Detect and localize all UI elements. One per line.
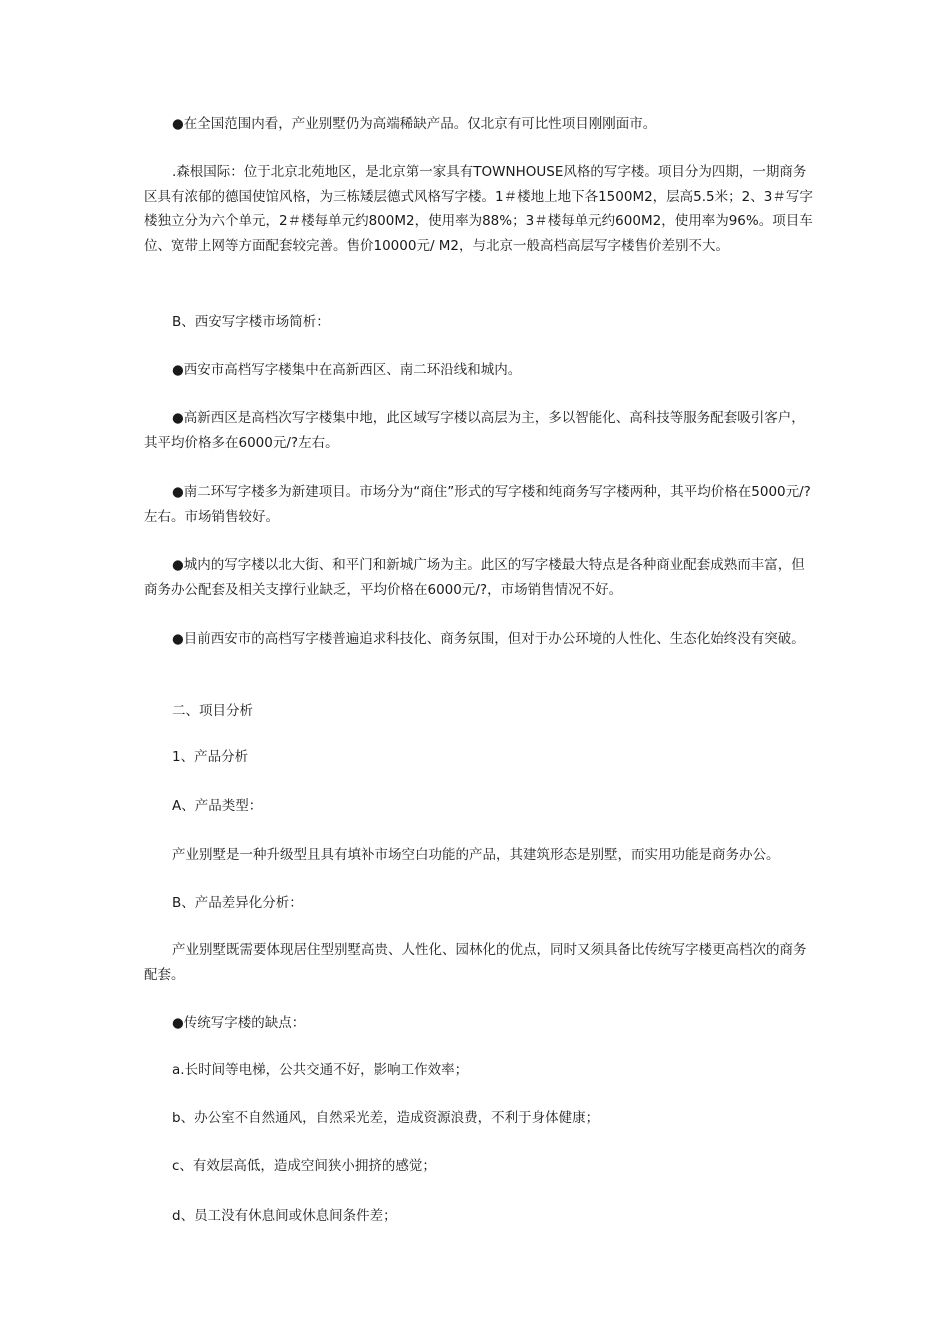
list-item-a: a.长时间等电梯，公共交通不好，影响工作效率； bbox=[172, 1062, 469, 1078]
paragraph-differentiation: 产业别墅既需要体现居住型别墅高贵、人性化、园林化的优点，同时又须具备比传统写字楼更高档次的商务配套。 bbox=[144, 942, 807, 983]
paragraph-xian-concentration: ●西安市高档写字楼集中在高新西区、南二环沿线和城内。 bbox=[172, 362, 522, 378]
section-heading-project-analysis: 二、项目分析 bbox=[172, 703, 253, 719]
section-heading-product-type: A、产品类型： bbox=[172, 798, 263, 814]
paragraph-product-type: 产业别墅是一种升级型且具有填补市场空白功能的产品，其建筑形态是别墅，而实用功能是商务办公。 bbox=[172, 847, 780, 863]
paragraph-current-trend: ●目前西安市的高档写字楼普遍追求科技化、商务氛围，但对于办公环境的人性化、生态化始终没有突破。 bbox=[172, 631, 805, 647]
paragraph-national-overview: ●在全国范围内看，产业别墅仍为高端稀缺产品。仅北京有可比性项目刚刚面市。 bbox=[172, 116, 657, 132]
list-item-d: d、员工没有休息间或休息间条件差； bbox=[172, 1208, 397, 1224]
paragraph-gaoxin-west: ●高新西区是高档次写字楼集中地，此区域写字楼以高层为主，多以智能化、高科技等服务配套吸引客户，其平均价格多在6000元/?左右。 bbox=[144, 410, 805, 451]
section-heading-product-analysis: 1、产品分析 bbox=[172, 749, 249, 765]
paragraph-sengen-international: .森根国际：位于北京北苑地区，是北京第一家具有TOWNHOUSE风格的写字楼。项目分为四期，一期商务区具有浓郁的德国使馆风格，为三栋矮层德式风格写字楼。1＃楼地上地下各1500M2，层高5.5米；2、3＃写字楼独立分为六个单元，2＃楼每单元约800M2，使用率为88%；3＃楼每单元约600M2，使用率为96%。项目车位、宽带上网等方面配套较完善。售价10000元/ M2，与北京一般高档高层写字楼售价差别不大。 bbox=[144, 164, 813, 254]
paragraph-south-second-ring: ●南二环写字楼多为新建项目。市场分为“商住”形式的写字楼和纯商务写字楼两种，其平均价格在5000元/?左右。市场销售较好。 bbox=[144, 484, 811, 525]
section-heading-xian-market: B、西安写字楼市场简析： bbox=[172, 314, 330, 330]
list-item-b: b、办公室不自然通风，自然采光差，造成资源浪费，不利于身体健康； bbox=[172, 1110, 600, 1126]
list-item-c: c、有效层高低，造成空间狭小拥挤的感觉； bbox=[172, 1158, 436, 1174]
list-heading-disadvantages: ●传统写字楼的缺点： bbox=[172, 1015, 306, 1031]
paragraph-inner-city: ●城内的写字楼以北大街、和平门和新城广场为主。此区的写字楼最大特点是各种商业配套成熟而丰富，但商务办公配套及相关支撑行业缺乏，平均价格在6000元/?，市场销售情况不好。 bbox=[144, 557, 805, 598]
section-heading-differentiation: B、产品差异化分析： bbox=[172, 895, 303, 911]
